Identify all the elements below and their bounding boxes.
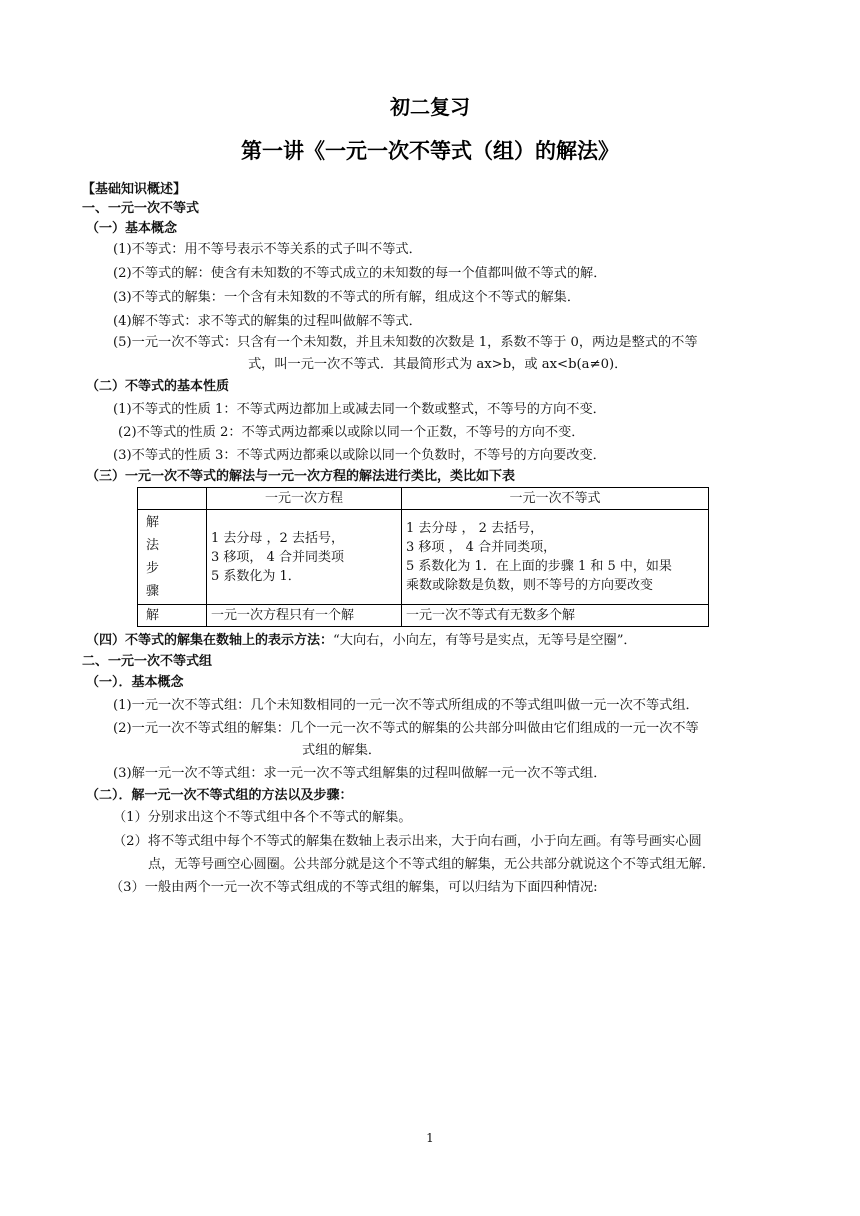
- inequality-step-line: 3 移项 ， 4 合并同类项，: [406, 540, 557, 555]
- inequality-solution-cell: 一元一次不等式有无数多个解: [402, 605, 709, 627]
- section-2-heading: 二、一元一次不等式组: [82, 654, 213, 669]
- table-corner-cell: [138, 488, 207, 510]
- method-step-2-line-2: 点，无等号画空心圆圈。公共部分就是这个不等式组的解集，无公共部分就说这个不等式组无解．: [148, 857, 716, 872]
- property-2: (2)不等式的性质 2：不等式两边都乘以或除以同一个正数，不等号的方向不变．: [118, 425, 585, 440]
- section-1-1-heading: （一）基本概念: [86, 221, 178, 236]
- group-concept-1: (1)一元一次不等式组：几个未知数相同的一元一次不等式所组成的不等式组叫做一元一次不等式组．: [113, 698, 699, 713]
- concept-2: (2)不等式的解：使含有未知数的不等式成立的未知数的每一个值都叫做不等式的解．: [113, 266, 607, 281]
- doc-title: 初二复习: [390, 95, 470, 119]
- row-label-steps: [138, 510, 207, 605]
- row-label-solution: 解: [138, 605, 207, 627]
- inequality-step-line: 1 去分母 ， 2 去括号，: [406, 521, 544, 536]
- group-concept-2-line-2: 式组的解集．: [302, 743, 382, 758]
- inequality-step-line: 5 系数化为 1．在上面的步骤 1 和 5 中，如果: [406, 559, 672, 574]
- section-1-2-heading: （二）不等式的基本性质: [86, 379, 230, 394]
- inequality-steps-cell: [402, 510, 709, 605]
- section-1-4-heading: （四）不等式的解集在数轴上的表示方法：: [86, 633, 334, 648]
- property-3: (3)不等式的性质 3：不等式两边都乘以或除以同一个负数时，不等号的方向要改变．: [113, 448, 606, 463]
- section-1-4-line: [86, 631, 637, 650]
- row-label-char: 骤: [146, 584, 160, 599]
- equation-solution-cell: 一元一次方程只有一个解: [207, 605, 402, 627]
- section-1-3-heading: （三）一元一次不等式的解法与一元一次方程的解法进行类比，类比如下表: [86, 469, 516, 484]
- section-1-heading: 一、一元一次不等式: [82, 201, 200, 216]
- section-1-4-text: “大向右，小向左，有等号是实点，无等号是空圈”．: [333, 633, 637, 648]
- method-step-3: （3）一般由两个一元一次不等式组成的不等式组的解集，可以归结为下面四种情况:: [110, 880, 598, 895]
- concept-4: (4)解不等式：求不等式的解集的过程叫做解不等式．: [113, 314, 422, 329]
- table-row-steps: [138, 510, 709, 605]
- concept-5-line-1: (5)一元一次不等式：只含有一个未知数，并且未知数的次数是 1，系数不等于 0，两边是整式的不等: [113, 335, 698, 350]
- row-label-char: 步: [146, 561, 160, 576]
- method-step-2-line-1: （2）将不等式组中每个不等式的解集在数轴上表示出来，大于向右画，小于向左画。有等号画实心圆: [113, 834, 702, 849]
- row-label-char: 解: [146, 515, 160, 530]
- comparison-table: [137, 487, 709, 627]
- row-label-char: 法: [146, 538, 160, 553]
- heading-basic-knowledge: 【基础知识概述】: [82, 182, 187, 197]
- header-inequality: 一元一次不等式: [402, 488, 709, 510]
- concept-5-line-2: 式，叫一元一次不等式．其最简形式为 ax>b，或 ax<b(a≠0)．: [248, 357, 628, 372]
- property-1: (1)不等式的性质 1：不等式两边都加上或减去同一个数或整式，不等号的方向不变．: [113, 402, 606, 417]
- table-header-row: [138, 488, 709, 510]
- equation-steps-cell: [207, 510, 402, 605]
- page-number: 1: [426, 1131, 434, 1145]
- group-concept-2-line-1: (2)一元一次不等式组的解集：几个一元一次不等式的解集的公共部分叫做由它们组成的一元一次不等: [113, 721, 699, 736]
- method-step-1: （1）分别求出这个不等式组中各个不等式的解集。: [113, 810, 412, 825]
- inequality-step-line: 乘数或除数是负数，则不等号的方向要改变: [406, 578, 654, 593]
- equation-step-line: 5 系数化为 1．: [211, 568, 301, 584]
- concept-1: (1)不等式：用不等号表示不等关系的式子叫不等式．: [113, 242, 422, 257]
- section-2-2-heading: （二）．解一元一次不等式组的方法以及步骤：: [86, 788, 353, 803]
- header-equation: 一元一次方程: [207, 488, 402, 510]
- section-2-1-heading: （一）．基本概念: [86, 675, 184, 690]
- equation-step-line: 3 移项， 4 合并同类项: [211, 549, 344, 565]
- doc-subtitle: 第一讲《一元一次不等式（组）的解法》: [241, 139, 619, 163]
- equation-step-line: 1 去分母 ，2 去括号，: [211, 530, 344, 546]
- group-concept-3: (3)解一元一次不等式组：求一元一次不等式组解集的过程叫做解一元一次不等式组．: [113, 766, 607, 781]
- concept-3: (3)不等式的解集：一个含有未知数的不等式的所有解，组成这个不等式的解集．: [113, 290, 581, 305]
- table-row-solution: [138, 605, 709, 627]
